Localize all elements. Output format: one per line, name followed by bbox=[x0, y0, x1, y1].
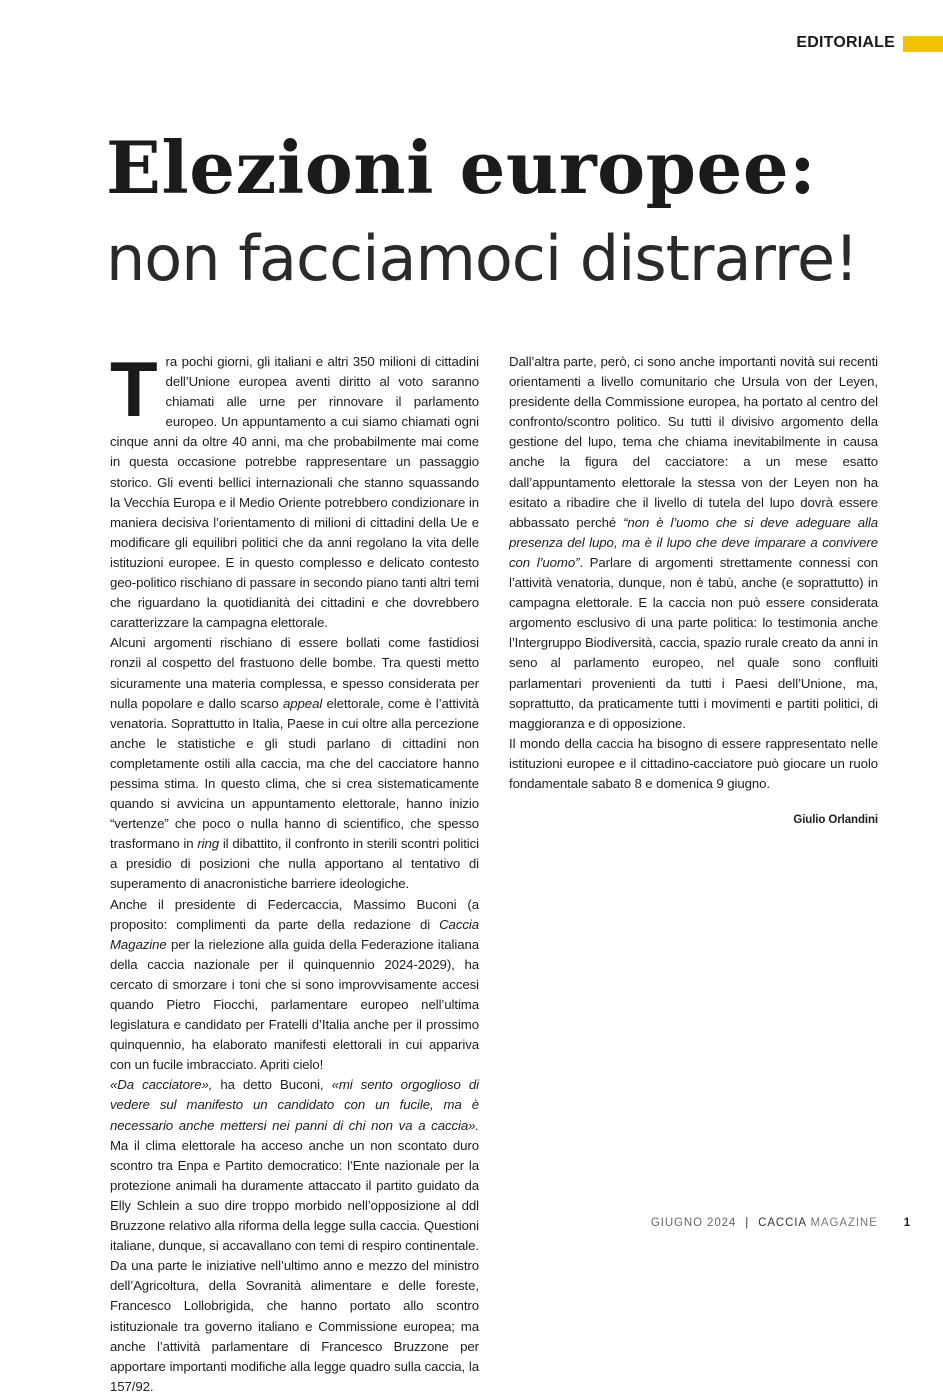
paragraph-2-italic-ring: ring bbox=[197, 836, 220, 852]
article-column-left bbox=[110, 345, 479, 1397]
quote-von-der-leyen: “non è l’uomo che si deve adeguare alla presenza del lupo, ma è il lupo che deve imparare a convivere con l’uomo” bbox=[509, 514, 878, 570]
paragraph-1-text: ra pochi giorni, gli italiani e altri 350 milioni di cittadini dell’Unione europea aventi diritto al voto saranno chiamati alle urne per rinnovare il parlamento europeo. Un appuntamento a cui siamo chiamati ogni cinque anni da oltre 40 anni, ma che probabilmente mai come in questa occasione potrebbe rappresentare un passaggio storico. Gli eventi bellici internazionali che stanno squassando la Vecchia Europa e il Medio Oriente potrebbero condizionare in maniera decisiva l’orientamento di milioni di cittadini della Ue e modificare gli equilibri politici che da anni regolano la vita delle istituzioni europee. E in questo complesso e delicato contesto geo-politico rischiano di passare in secondo piano tanti altri temi che riguardano la quotidianità dei cittadini e che dovrebbero caratterizzare la campagna elettorale. bbox=[110, 354, 479, 631]
paragraph-4-text-end: Ma il clima elettorale ha acceso anche un non scontato duro scontro tra Enpa e Partito democratico: l’Ente nazionale per la protezione animali ha duramente attaccato il partito guidato da Elly Schlein a suo dire troppo morbido nell’opposizione al ddl Bruzzone relativo alla riforma della legge sulla caccia. Questioni italiane, dunque, si accavallano con temi di respiro continentale. Da una parte le iniziative nell’ultimo anno e mezzo del ministro dell’Agricoltura, della Sovranità alimentare e delle foreste, Francesco Lollobrigida, che hanno portato allo scontro istituzionale tra governo italiano e Commissione europea; ma anche l’attività parlamentare di Francesco Bruzzone per apportare importanti modifiche alla legge quadro sulla caccia, la 157/92. bbox=[110, 1137, 479, 1394]
paragraph-2-text-cont: elettorale, come è l’attività venatoria. Soprattutto in Italia, Paese in cui oltre alla percezione anche le statistiche e gli studi parlano di cittadini non completamente ostili alla caccia, ma che del cacciatore hanno pessima stima. In questo clima, che si crea sistematicamente quando si avvicina un appuntamento elettorale, hanno inizio “vertenze” che poco o nulla hanno di scientifico, che spesso trasformano in bbox=[110, 695, 479, 852]
issue-date: GIUGNO 2024 bbox=[650, 1217, 737, 1229]
brand-name: CACCIA bbox=[758, 1217, 807, 1229]
page-number: 1 bbox=[903, 1217, 911, 1229]
subheadline: non facciamoci distrarre! bbox=[106, 222, 858, 295]
paragraph-2-text: Alcuni argomenti rischiano di essere bollati come fastidiosi ronzii al cospetto del frastuono delle bombe. Tra questi metto sicuramente una materia complessa, e spesso considerata per nulla popolare e dallo scarso bbox=[110, 635, 479, 711]
magazine-name-italic: Caccia Magazine bbox=[110, 916, 479, 952]
headline: Elezioni europee: bbox=[106, 125, 817, 210]
paragraph-1 bbox=[110, 345, 479, 633]
paragraph-4-text: ha detto Buconi, bbox=[212, 1077, 332, 1093]
paragraph-5-text-end: . Parlare di argomenti strettamente connessi con l’attività venatoria, dunque, non è tabù, anche (e soprattutto) in campagna elettorale. E la caccia non può essere considerata argomento esclusivo di una parte politica: lo testimonia anche l’Intergruppo Biodiversità, caccia, spazio rurale creato da anni in seno al parlamento europeo, nel quale sono confluiti parlamentari provenienti da tutti i Paesi dell’Unione, ma, soprattutto, da praticamente tutti i movimenti e partiti politici, di maggioranza e di opposizione. bbox=[509, 554, 879, 731]
paragraph-2 bbox=[110, 633, 479, 894]
brand-subtitle: MAGAZINE bbox=[810, 1217, 878, 1229]
section-label: EDITORIALE bbox=[796, 34, 895, 51]
paragraph-5-text: Dall’altra parte, però, ci sono anche importanti novità sui recenti orientamenti a livello comunitario che Ursula von der Leyen, presidente della Commissione europea, ha portato al centro del confronto/scontro politico. Su tutti il divisivo argomento della gestione del lupo, tema che chiama inevitabilmente in causa anche la figura del cacciatore: a un mese esatto dall’appuntamento elettorale la stessa von der Leyen non ha esitato a ribadire che il livello di tutela del lupo dovrà essere abbassato perché bbox=[509, 354, 878, 530]
paragraph-3 bbox=[110, 895, 479, 1076]
paragraph-3-text: Anche il presidente di Federcaccia, Massimo Buconi (a proposito: complimenti da parte della redazione di bbox=[110, 896, 479, 932]
quote-buconi: «mi sento orgoglioso di vedere sul manifesto un candidato con un fucile, ma è necessario anche mettersi nei panni di chi non va a caccia». bbox=[110, 1077, 479, 1133]
paragraph-5 bbox=[509, 352, 878, 734]
paragraph-3-text-end: per la rielezione alla guida della Federazione italiana della caccia nazionale per il quinquennio 2024-2029), ha cercato di smorzare i toni che si sono improvvisamente accesi quando Pietro Fiocchi, parlamentare europeo nell’ultima legislatura e candidato per Fratelli d’Italia anche per il prossimo quinquennio, ha elaborato manifesti elettorali in cui appariva con un fucile imbracciato. Apriti cielo! bbox=[110, 936, 479, 1073]
article-body bbox=[110, 345, 879, 1397]
section-accent-bar bbox=[903, 36, 943, 52]
author-signature: Giulio Orlandini bbox=[793, 814, 878, 827]
paragraph-2-italic: appeal bbox=[283, 695, 323, 711]
paragraph-2-text-end: il dibattito, il confronto in sterili scontri politici a presidio di posizioni che nulla apportano al tentativo di superamento di anacronistiche barriere ideologiche. bbox=[110, 836, 479, 892]
quote-da-cacciatore: «Da cacciatore», bbox=[110, 1077, 213, 1093]
footer-separator: | bbox=[745, 1217, 750, 1229]
page-footer bbox=[651, 1217, 911, 1229]
paragraph-6: Il mondo della caccia ha bisogno di essere rappresentato nelle istituzioni europee e il cittadino-cacciatore può giocare un ruolo fondamentale sabato 8 e domenica 9 giugno. bbox=[509, 735, 878, 791]
article-column-right bbox=[509, 352, 878, 1397]
paragraph-4 bbox=[110, 1075, 479, 1397]
drop-cap: T bbox=[110, 345, 158, 433]
